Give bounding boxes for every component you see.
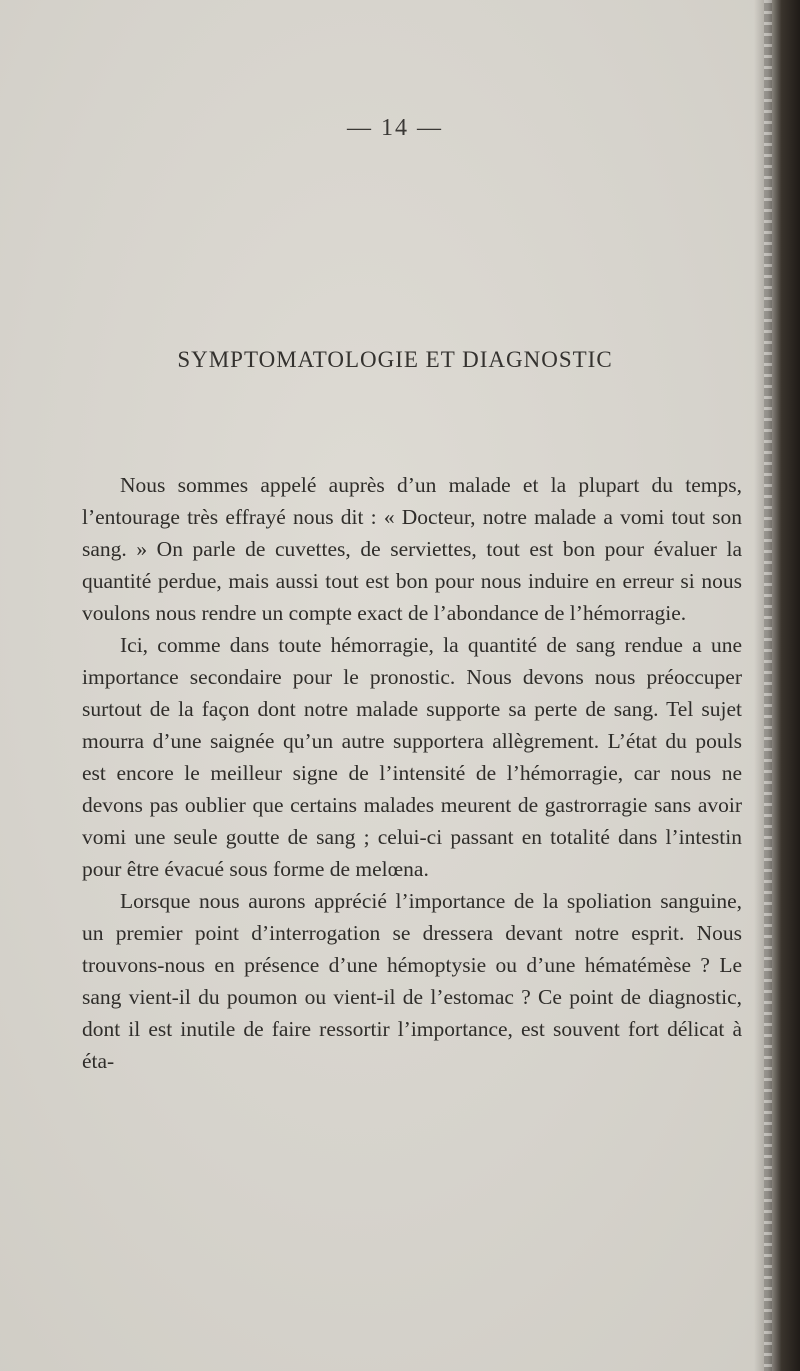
- page-number: — 14 —: [347, 115, 443, 141]
- section-title: SYMPTOMATOLOGIE ET DIAGNOSTIC: [177, 347, 613, 372]
- paragraph-3: Lorsque nous aurons apprécié l’importance de la spoliation sanguine, un premier point d’interrogation se dressera devant notre esprit. Nous trouvons-nous en présence d’une hémoptysie ou d’une hématémèse ? Le sang vient-il du poumon ou vient-il de l’estomac ? Ce point de diagnostic, dont il est inutile de faire ressortir l’importance, est souvent fort délicat à éta-: [82, 889, 742, 1073]
- paragraph-1: Nous sommes appelé auprès d’un malade et la plupart du temps, l’entourage très effrayé nous dit : « Docteur, notre malade a vomi tout son sang. » On parle de cuvettes, de serviettes, tout est bon pour évaluer la quantité perdue, mais aussi tout est bon pour nous induire en erreur si nous voulons nous rendre un compte exact de l’abondance de l’hémorragie.: [82, 473, 742, 625]
- body-text: [82, 469, 742, 1077]
- paragraph-2: Ici, comme dans toute hémorragie, la quantité de sang rendue a une importance secondaire pour le pronostic. Nous devons nous préoccuper surtout de la façon dont notre malade supporte sa perte de sang. Tel sujet mourra d’une saignée qu’un autre supportera allègrement. L’état du pouls est encore le meilleur signe de l’intensité de l’hémorragie, car nous ne devons pas oublier que certains malades meurent de gastrorragie sans avoir vomi une seule goutte de sang ; celui-ci passant en totalité dans l’intestin pour être évacué sous forme de melœna.: [82, 633, 742, 881]
- book-spine-edge: [754, 0, 800, 1371]
